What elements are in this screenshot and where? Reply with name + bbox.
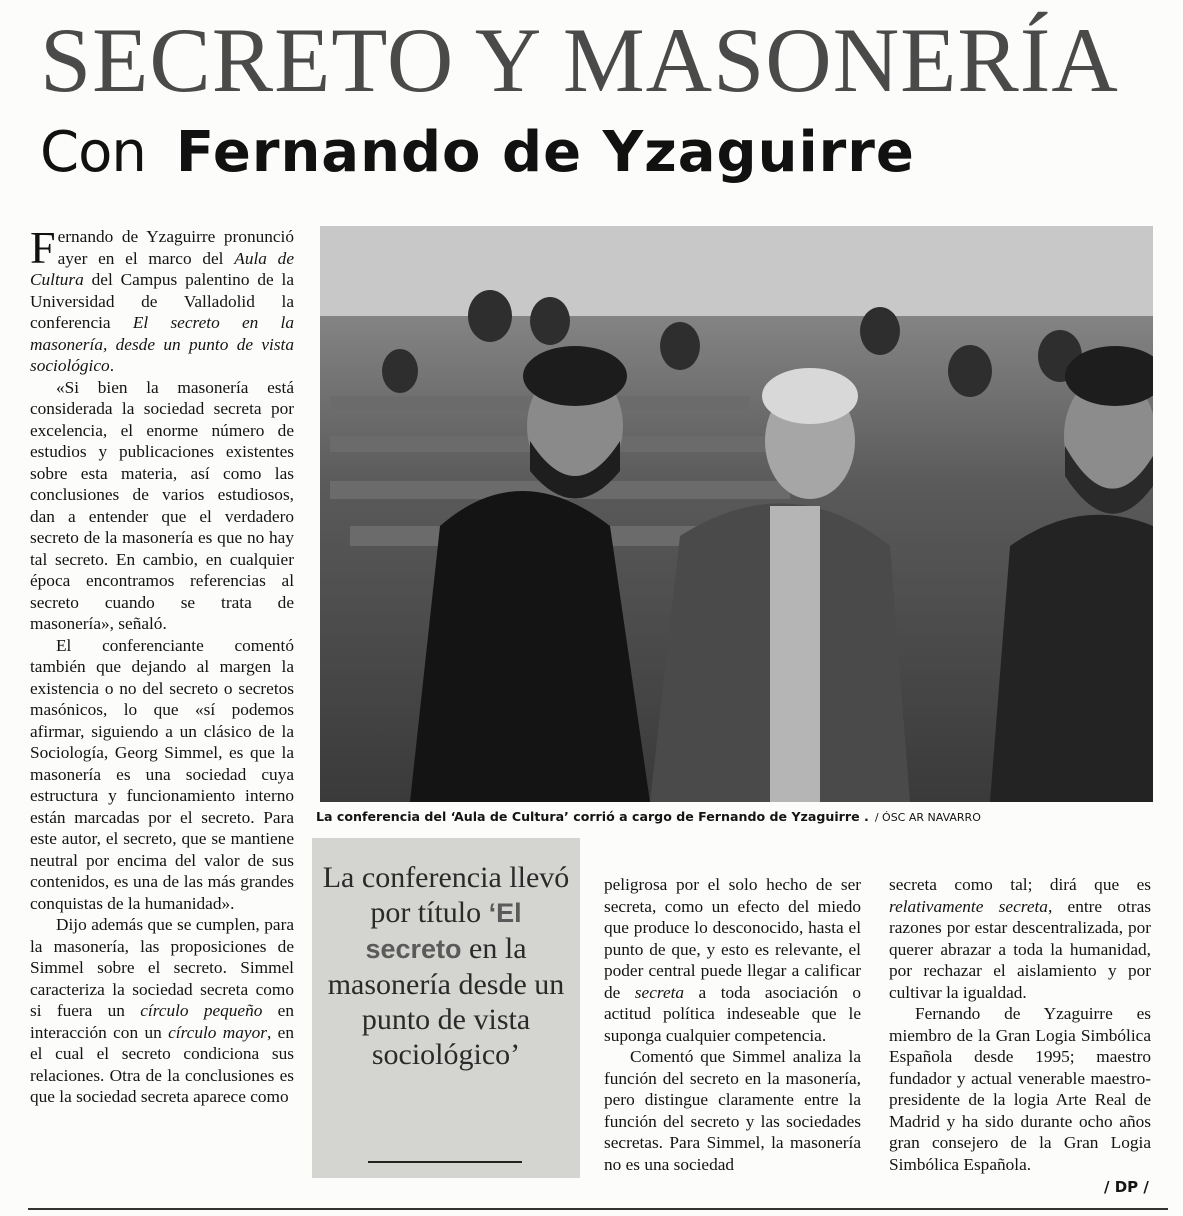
article-column-3 (604, 874, 861, 1196)
paragraph-propositions: Dijo además que se cumplen, para la masonería, las proposiciones de Simmel sobre el secreto. Simmel caracteriza la sociedad secreta como si fuera un círculo pequeño en interacción con un círculo mayor, en el cual el secreto condiciona sus relaciones. Otra de la conclusiones es que la sociedad secreta aparece como (30, 915, 294, 1106)
photo-illustration (320, 226, 1153, 802)
photo-caption (316, 808, 1166, 827)
paragraph-relative-secret: secreta como tal; dirá que es relativamente secreta, entre otras razones por estar descentralizada, por querer abrazar a toda la humanidad, por rechazar el aislamiento y por cultivar la igualdad. (889, 875, 1151, 1002)
news-photo (320, 226, 1153, 802)
bottom-rule (28, 1208, 1168, 1210)
pull-quote-box (312, 838, 580, 1178)
paragraph-quote: «Si bien la masonería está considerada la sociedad secreta por excelencia, el enorme número de estudios y publicaciones existentes sobre esta materia, así como las conclusiones de varios estudiosos, dan a entender que el verdadero secreto de la masonería es que no hay tal secreto. En cambio, en cualquier época encontramos referencias al secreto cuando se trata de masonería», señaló. (30, 377, 294, 633)
paragraph-function: Comentó que Simmel analiza la función del secreto en la masonería, pero distingue claramente entre la función del secreto y las sociedades secretas. Para Simmel, la masonería no es una sociedad (604, 1047, 861, 1174)
subheadline (40, 118, 915, 188)
paragraph-continued: peligrosa por el solo hecho de ser secreta, como un efecto del miedo que produce lo desconocido, hasta el punto de que, y esto es relevante, el poder central puede llegar a calificar de secreta a toda asociación o actitud política indeseable que le suponga cualquier competencia. (604, 875, 861, 1045)
paragraph-simmel: El conferenciante comentó también que dejando al margen la existencia o no del secreto o secretos masónicos, lo que «sí podemos afirmar, siguiendo a un clásico de la Sociología, Georg Simmel, es que la masonería es una sociedad cuya estructura y funcionamiento interno están marcadas por el secreto. Para este autor, el secreto, que se mantiene neutral por encima del valor de sus contenidos, es una de las más grandes conquistas de la humanidad». (30, 635, 294, 913)
article-column-1 (30, 226, 294, 1196)
paragraph-intro: Fernando de Yzaguirre pronunció ayer en el marco del Aula de Cultura del Campus palentino de la Universidad de Valladolid la conferencia El secreto en la masonería, desde un punto de vista sociológico. (30, 226, 294, 375)
subhead-prefix: Con (40, 120, 146, 185)
pull-quote-rule (368, 1161, 522, 1163)
headline: SECRETO Y MASONERÍA (40, 9, 1119, 111)
dropcap: F (30, 226, 56, 273)
article-column-4 (889, 874, 1151, 1196)
paragraph-biography: Fernando de Yzaguirre es miembro de la Gran Logia Simbólica Española desde 1995; maestro fundador y actual venerable maestro-presidente de la logia Arte Real de Madrid y ha sido durante ocho años gran consejero de la Gran Logia Simbólica Española. (889, 1004, 1151, 1174)
author-signature: / DP / (1104, 1178, 1149, 1196)
photo-credit: / ÓSC AR NAVARRO (874, 811, 981, 824)
subhead-name: Fernando de Yzaguirre (175, 120, 915, 185)
caption-text: La conferencia del ‘Aula de Cultura’ corrió a cargo de Fernando de Yzaguirre . (316, 809, 869, 824)
pull-quote: La conferencia llevó por título ‘El secreto en la masonería desde un punto de vista sociológico’ (322, 861, 570, 1071)
